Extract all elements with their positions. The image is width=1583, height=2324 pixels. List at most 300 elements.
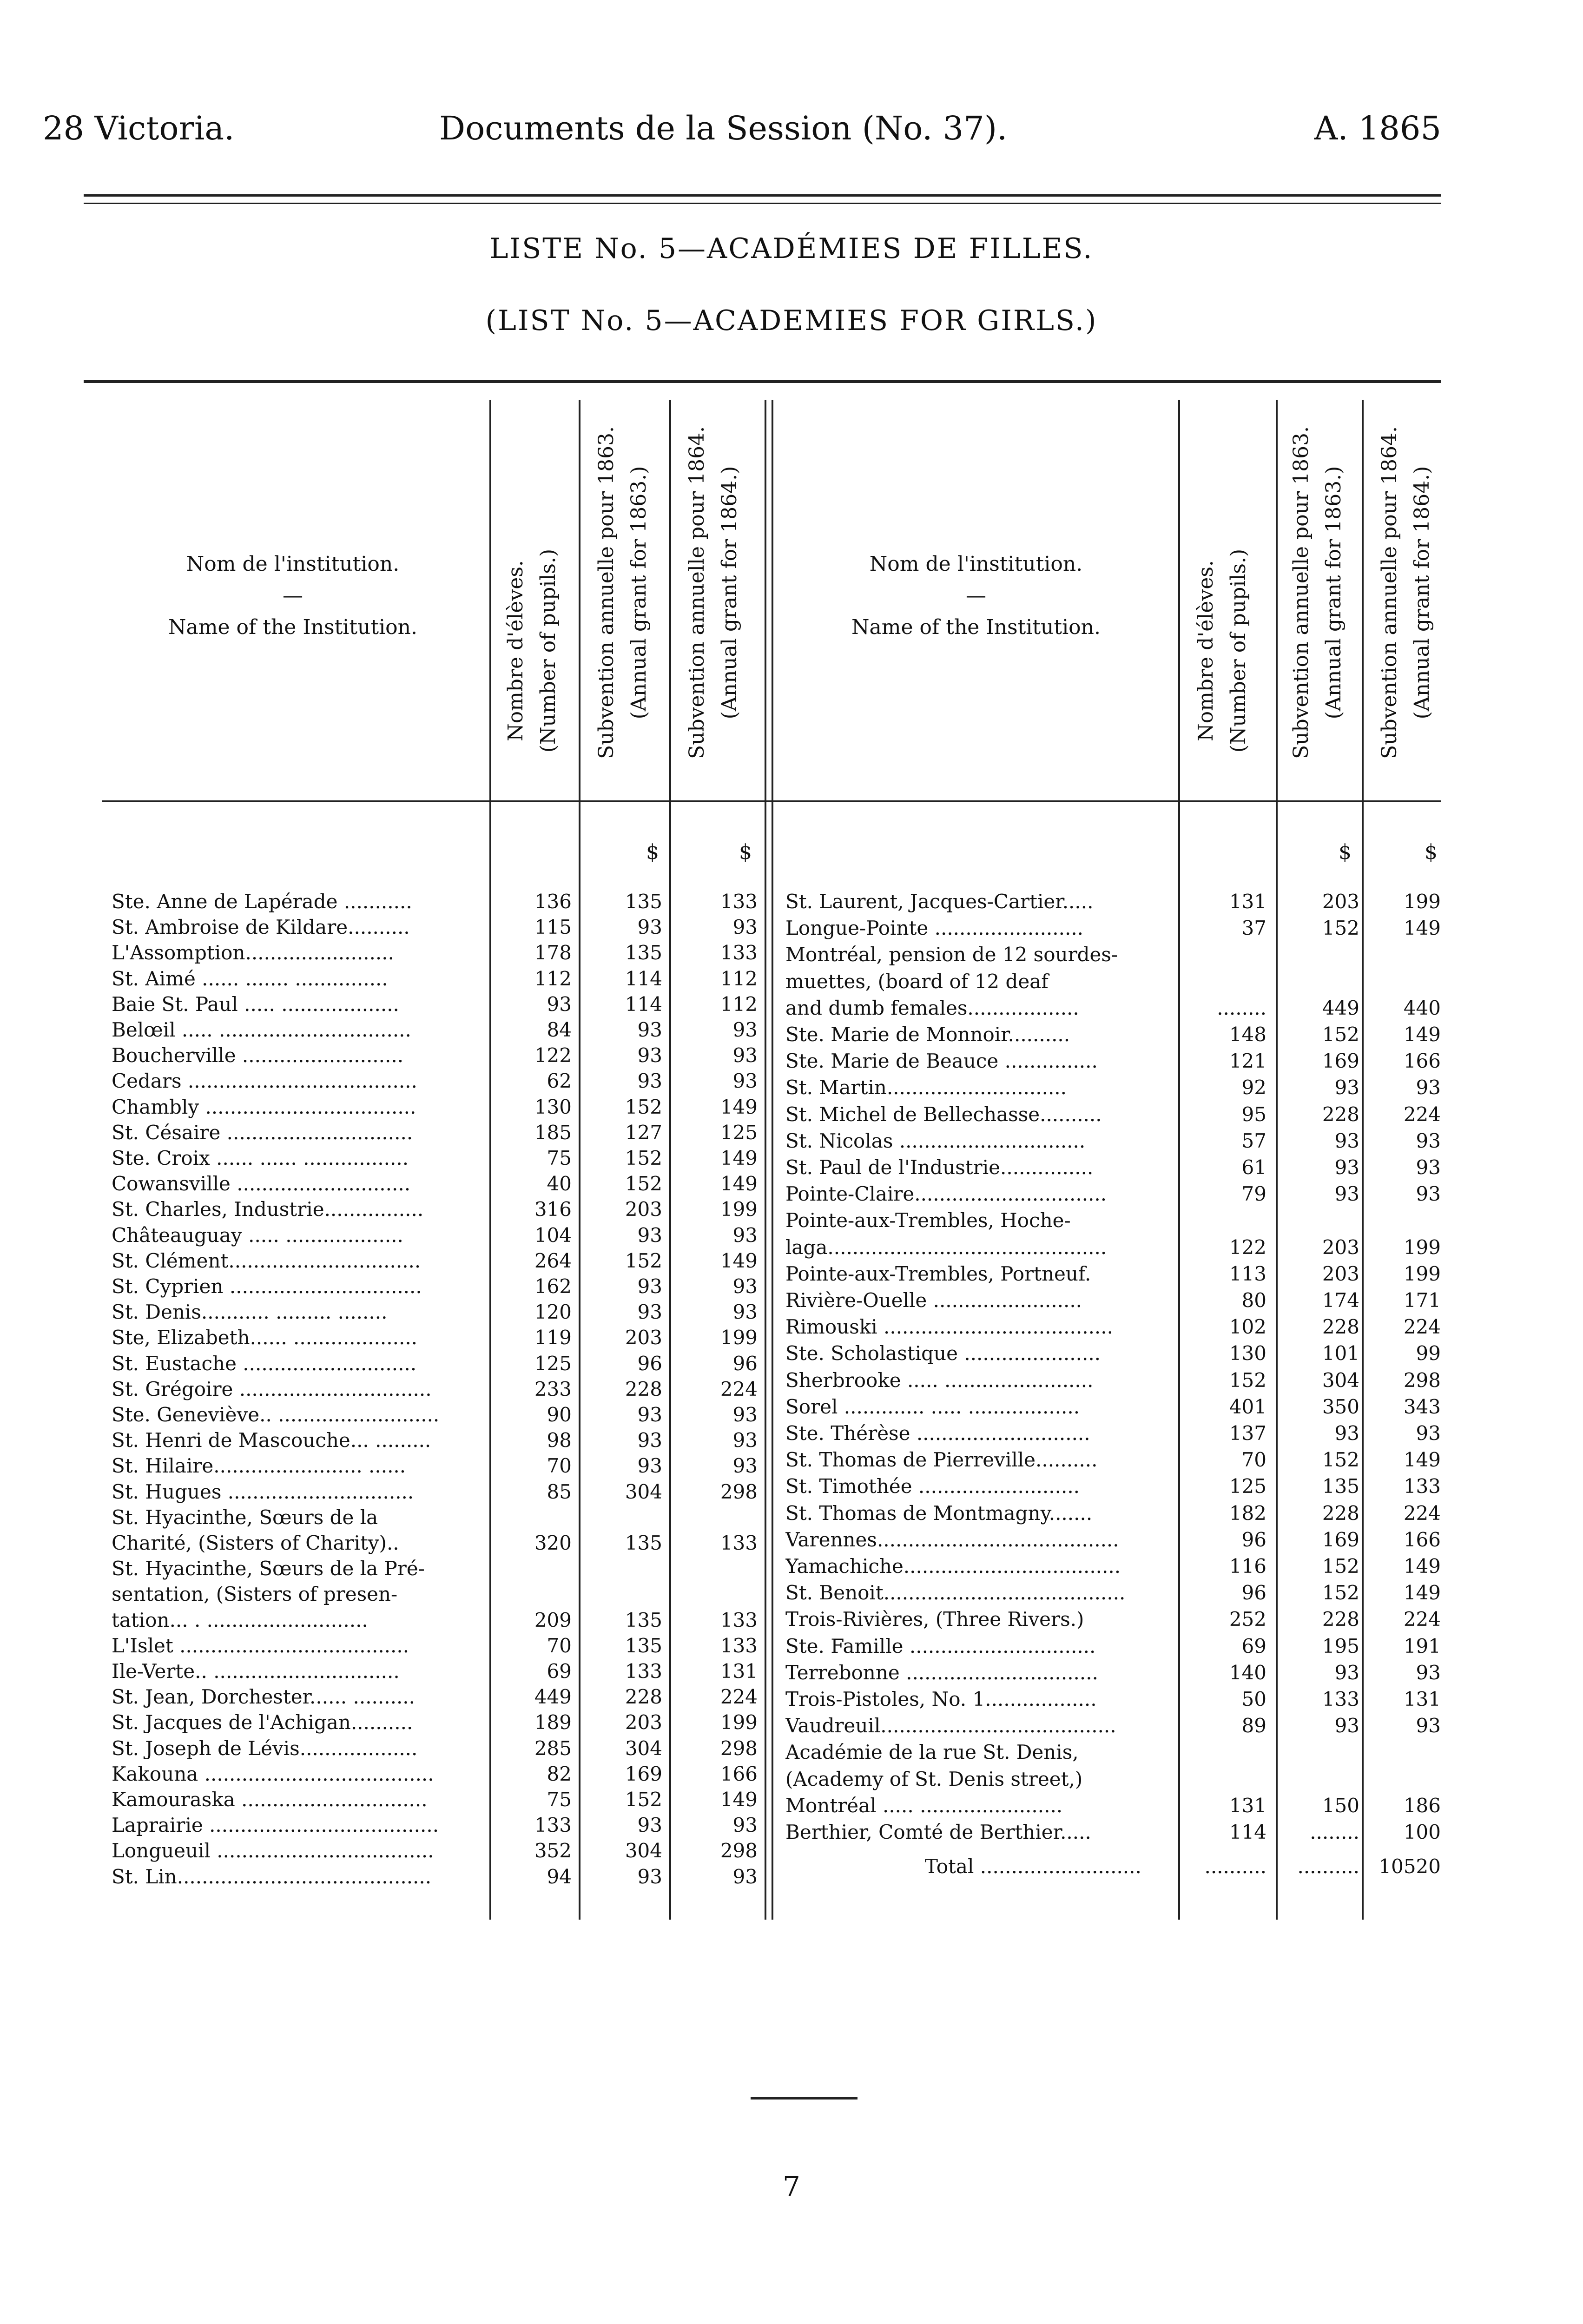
left-grant-1864: 133 xyxy=(720,1532,758,1554)
right-grant-1863: 133 xyxy=(1322,1688,1359,1710)
left-institution-name: Boucherville .......................... xyxy=(112,1044,404,1067)
left-grant-1864: 93 xyxy=(732,1223,758,1247)
left-grant-1864: 149 xyxy=(720,1147,758,1169)
left-pupils-count xyxy=(493,1556,572,1582)
left-grant-1864: 199 xyxy=(720,1198,758,1221)
header-left: 28 Victoria. xyxy=(43,109,235,147)
left-pupils-count: 264 xyxy=(534,1249,572,1272)
left-grant-1863: 203 xyxy=(625,1711,662,1734)
left-grant-1864: 149 xyxy=(720,1249,758,1272)
right-grant-1863 xyxy=(1280,1208,1359,1234)
right-grant-1864 xyxy=(1366,1766,1441,1792)
left-grant-1863: 152 xyxy=(625,1788,662,1811)
right-pupils-count: 70 xyxy=(1241,1448,1266,1472)
right-grant-1864: 149 xyxy=(1403,1448,1441,1472)
left-grant-1863: 93 xyxy=(637,1814,662,1837)
left-institution-name: Ste, Elizabeth...... .................... xyxy=(112,1326,418,1349)
right-grant-1864: 149 xyxy=(1403,917,1441,940)
left-pupils-count: 93 xyxy=(547,992,572,1016)
left-grant-1864: 133 xyxy=(720,890,758,913)
total-grant1863: .......... xyxy=(1297,1855,1359,1878)
left-grant-1864: 93 xyxy=(732,1865,758,1888)
right-grant-1864: 224 xyxy=(1403,1103,1441,1126)
left-pupils-count: 209 xyxy=(534,1608,572,1631)
right-pupils-count: 130 xyxy=(1229,1342,1266,1365)
right-institution-name: and dumb females.................. xyxy=(785,996,1079,1019)
left-institution-name: St. Hugues .............................. xyxy=(112,1480,414,1503)
left-pupils-count: 316 xyxy=(534,1198,572,1221)
right-grant-1863: 169 xyxy=(1322,1528,1359,1551)
left-institution-name: Charité, (Sisters of Charity).. xyxy=(112,1532,399,1554)
right-pupils-count: 125 xyxy=(1229,1475,1266,1498)
right-pupils-count: 102 xyxy=(1229,1315,1266,1339)
left-grant-1864 xyxy=(674,1556,758,1582)
right-grant-1864: 224 xyxy=(1403,1315,1441,1339)
left-grant-1864: 93 xyxy=(732,1429,758,1452)
left-grant-1864: 93 xyxy=(732,1403,758,1426)
left-pupils-count: 75 xyxy=(547,1147,572,1169)
left-grant-1864: 149 xyxy=(720,1095,758,1118)
right-grant-1863: 93 xyxy=(1334,1076,1359,1099)
left-institution-name: Ste. Anne de Lapérade ........... xyxy=(112,890,412,913)
left-grant-1864: 298 xyxy=(720,1736,758,1760)
right-institution-name: St. Laurent, Jacques-Cartier..... xyxy=(785,890,1094,913)
left-grant-1863: 93 xyxy=(637,1301,662,1324)
grant1863-heading-en: (Annual grant for 1863.) xyxy=(1322,466,1346,720)
left-grant-1863 xyxy=(583,1556,662,1582)
right-institution-name: Yamachiche................................... xyxy=(785,1555,1121,1578)
left-pupils-count: 133 xyxy=(534,1814,572,1837)
right-grant-1863: 93 xyxy=(1334,1129,1359,1152)
right-institution-name: St. Thomas de Pierreville.......... xyxy=(785,1448,1098,1472)
left-pupils-count: 90 xyxy=(547,1403,572,1426)
left-pupils-count: 233 xyxy=(534,1377,572,1400)
left-grant-1863: 152 xyxy=(625,1172,662,1195)
left-institution-name: Ile-Verte.. .............................. xyxy=(112,1660,400,1683)
right-grant-1863: 152 xyxy=(1322,1023,1359,1046)
right-grant-1863: 101 xyxy=(1322,1342,1359,1365)
left-grant-1864: 149 xyxy=(720,1788,758,1811)
pupils-heading-en: (Number of pupils.) xyxy=(536,548,560,753)
left-institution-name: St. Grégoire ............................... xyxy=(112,1377,432,1400)
left-pupils-count: 285 xyxy=(534,1736,572,1760)
left-institution-name: Ste. Geneviève.. .......................... xyxy=(112,1403,440,1426)
right-grant-1863: 93 xyxy=(1334,1714,1359,1737)
right-grant-1863: 304 xyxy=(1322,1368,1359,1392)
left-institution-name: Châteauguay ..... ................... xyxy=(112,1223,403,1247)
right-grant-1863: 228 xyxy=(1322,1315,1359,1339)
left-pupils-count: 130 xyxy=(534,1095,572,1118)
right-grant-1864: 93 xyxy=(1416,1714,1441,1737)
left-grant-1864: 166 xyxy=(720,1762,758,1785)
name-heading-fr: Nom de l'institution. xyxy=(869,552,1083,576)
right-grant-1863: 228 xyxy=(1322,1608,1359,1631)
right-pupils-count: 96 xyxy=(1241,1528,1266,1551)
left-institution-name: St. Hyacinthe, Sœurs de la xyxy=(112,1505,378,1529)
left-grant-1863: 93 xyxy=(637,1403,662,1426)
left-grant-1863: 152 xyxy=(625,1147,662,1169)
right-grant-1863: 152 xyxy=(1322,917,1359,940)
left-institution-name: Kakouna ..................................... xyxy=(112,1762,434,1785)
grant1863-heading-fr: Subvention annuelle pour 1863. xyxy=(594,426,618,759)
right-institution-name: St. Paul de l'Industrie............... xyxy=(785,1156,1094,1179)
left-grant1863-heading xyxy=(590,395,660,790)
left-grant-1863: 93 xyxy=(637,1275,662,1298)
right-institution-name: Ste. Thérèse ............................ xyxy=(785,1422,1090,1445)
right-grant-1864: 93 xyxy=(1416,1422,1441,1445)
right-grant-1864: 343 xyxy=(1403,1395,1441,1418)
right-institution-name: muettes, (board of 12 deaf xyxy=(785,970,1049,993)
dollar-sign: $ xyxy=(646,840,659,864)
right-grant-1864: 166 xyxy=(1403,1528,1441,1551)
left-pupils-count: 94 xyxy=(547,1865,572,1888)
grant1864-heading-en: (Annual grant for 1864.) xyxy=(1410,466,1434,720)
left-grant-1863: 133 xyxy=(625,1660,662,1683)
left-institution-name: St. Cyprien ............................... xyxy=(112,1275,422,1298)
right-grant-1863: 152 xyxy=(1322,1448,1359,1472)
left-pupils-count: 84 xyxy=(547,1018,572,1041)
left-grant-1863: 228 xyxy=(625,1377,662,1400)
left-pupils-count: 125 xyxy=(534,1352,572,1375)
left-grant-1863: 127 xyxy=(625,1121,662,1144)
right-institution-name: Académie de la rue St. Denis, xyxy=(785,1741,1079,1764)
left-grant-1863: 93 xyxy=(637,1454,662,1478)
right-pupils-count: 252 xyxy=(1229,1608,1266,1631)
right-institution-name: Ste. Famille .............................. xyxy=(785,1634,1096,1657)
left-grant-1863: 135 xyxy=(625,1634,662,1657)
grant1864-heading-en: (Annual grant for 1864.) xyxy=(718,466,741,720)
left-grant-1863: 304 xyxy=(625,1839,662,1862)
left-grant-1863: 93 xyxy=(637,1223,662,1247)
right-pupils-count: 79 xyxy=(1241,1182,1266,1206)
left-pupils-count: 98 xyxy=(547,1429,572,1452)
total-pupils: .......... xyxy=(1204,1855,1266,1878)
right-grant-1863: 93 xyxy=(1334,1661,1359,1684)
left-institution-name: St. Jacques de l'Achigan.......... xyxy=(112,1711,413,1734)
right-institution-name: Sorel ............. ..... .................. xyxy=(785,1395,1080,1418)
left-grant-1864: 298 xyxy=(720,1480,758,1503)
left-grant-1864: 93 xyxy=(732,1301,758,1324)
right-pupils-count: 131 xyxy=(1229,1794,1266,1817)
right-pupils-count xyxy=(1183,1739,1266,1765)
left-grant-1864: 93 xyxy=(732,1018,758,1041)
left-institution-name: St. Charles, Industrie................ xyxy=(112,1198,424,1221)
left-grant-1863: 135 xyxy=(625,890,662,913)
right-grant-1864: 440 xyxy=(1403,996,1441,1019)
right-pupils-count: 96 xyxy=(1241,1581,1266,1604)
right-grant-1864: 149 xyxy=(1403,1581,1441,1604)
left-grant-1864: 93 xyxy=(732,1275,758,1298)
right-institution-name: laga............................................. xyxy=(785,1235,1107,1259)
right-grant1864-heading xyxy=(1373,395,1443,790)
left-pupils-count: 85 xyxy=(547,1480,572,1503)
left-institution-name: Cedars ..................................... xyxy=(112,1070,417,1093)
left-grant-1864 xyxy=(674,1581,758,1607)
left-pupils-count: 119 xyxy=(534,1326,572,1349)
col-line xyxy=(1362,400,1364,1920)
left-grant-1864: 93 xyxy=(732,1814,758,1837)
right-institution-name: Pointe-Claire............................... xyxy=(785,1182,1107,1206)
left-grant-1864: 131 xyxy=(720,1660,758,1683)
right-institution-name: Pointe-aux-Trembles, Portneuf. xyxy=(785,1262,1091,1285)
page-number: 7 xyxy=(782,2171,801,2203)
left-grant-1864: 125 xyxy=(720,1121,758,1144)
right-grant-1863: 169 xyxy=(1322,1050,1359,1073)
left-institution-name: St. Hyacinthe, Sœurs de la Pré- xyxy=(112,1557,425,1580)
pupils-heading-fr: Nombre d'élèves. xyxy=(504,560,528,741)
left-grant-1864: 133 xyxy=(720,941,758,964)
left-institution-name: Kamouraska .............................. xyxy=(112,1788,428,1811)
left-grant-1864: 224 xyxy=(720,1377,758,1400)
right-grant-1864: 186 xyxy=(1403,1794,1441,1817)
left-grant-1864: 112 xyxy=(720,967,758,990)
col-line xyxy=(669,400,671,1920)
left-grant-1864: 133 xyxy=(720,1634,758,1657)
left-pupils-count: 40 xyxy=(547,1172,572,1195)
right-grant-1863: 135 xyxy=(1322,1475,1359,1498)
pupils-heading-en: (Number of pupils.) xyxy=(1227,548,1250,753)
right-institution-name: St. Nicolas .............................. xyxy=(785,1129,1086,1152)
left-pupils-heading xyxy=(500,511,569,790)
name-heading-dash: — xyxy=(966,584,986,607)
right-institution-name: Terrebonne ............................... xyxy=(785,1661,1098,1684)
left-institution-name: St. Clément............................... xyxy=(112,1249,421,1272)
header-rule-top xyxy=(84,194,1441,197)
left-pupils-count: 320 xyxy=(534,1532,572,1554)
right-grant-1864: 191 xyxy=(1403,1634,1441,1657)
right-grant-1863: 350 xyxy=(1322,1395,1359,1418)
right-institution-name: St. Martin............................. xyxy=(785,1076,1067,1099)
left-institution-name: L'Islet ..................................... xyxy=(112,1634,409,1657)
left-name-heading xyxy=(102,548,483,643)
left-grant-1863: 203 xyxy=(625,1198,662,1221)
right-grant-1864: 199 xyxy=(1403,1235,1441,1259)
left-grant-1864: 93 xyxy=(732,1044,758,1067)
left-grant-1863: 93 xyxy=(637,1429,662,1452)
right-institution-name: St. Benoit....................................... xyxy=(785,1581,1126,1604)
left-grant-1864 xyxy=(674,1505,758,1531)
left-pupils-count: 449 xyxy=(534,1685,572,1709)
right-pupils-count: 122 xyxy=(1229,1235,1266,1259)
total-grant1864: 10520 xyxy=(1379,1855,1441,1878)
left-pupils-count: 115 xyxy=(534,916,572,939)
left-pupils-count: 189 xyxy=(534,1711,572,1734)
right-pupils-count: 137 xyxy=(1229,1422,1266,1445)
right-institution-name: Montréal ..... ....................... xyxy=(785,1794,1063,1817)
right-grant-1864: 166 xyxy=(1403,1050,1441,1073)
left-grant-1863: 135 xyxy=(625,941,662,964)
left-grant-1863 xyxy=(583,1505,662,1531)
col-line xyxy=(489,400,491,1920)
right-grant-1863 xyxy=(1280,1739,1359,1765)
right-grant-1863: 203 xyxy=(1322,890,1359,913)
header-right: A. 1865 xyxy=(1314,109,1441,147)
left-institution-name: St. Hilaire........................ ...... xyxy=(112,1454,406,1478)
right-institution-name: Trois-Rivières, (Three Rivers.) xyxy=(785,1608,1084,1631)
left-pupils-count: 185 xyxy=(534,1121,572,1144)
left-grant-1863: 304 xyxy=(625,1480,662,1503)
right-grant1863-heading xyxy=(1285,395,1355,790)
right-grant-1863: 449 xyxy=(1322,996,1359,1019)
col-line-divider xyxy=(765,400,766,1920)
right-institution-name: (Academy of St. Denis street,) xyxy=(785,1767,1083,1790)
col-line xyxy=(1178,400,1180,1920)
name-heading-dash: — xyxy=(283,584,303,607)
right-grant-1863 xyxy=(1280,942,1359,968)
right-name-heading xyxy=(781,548,1171,643)
left-institution-name: St. Joseph de Lévis................... xyxy=(112,1736,418,1760)
right-pupils-count xyxy=(1183,969,1266,995)
left-grant-1863: 203 xyxy=(625,1326,662,1349)
left-pupils-count: 62 xyxy=(547,1070,572,1093)
footer-rule xyxy=(751,2097,857,2100)
left-institution-name: Chambly .................................. xyxy=(112,1095,416,1118)
right-grant-1863: 195 xyxy=(1322,1634,1359,1657)
col-line xyxy=(1276,400,1278,1920)
right-pupils-count: 140 xyxy=(1229,1661,1266,1684)
right-grant-1864: 93 xyxy=(1416,1076,1441,1099)
right-institution-name: Longue-Pointe ........................ xyxy=(785,917,1084,940)
name-heading-fr: Nom de l'institution. xyxy=(186,552,400,576)
left-institution-name: St. Jean, Dorchester...... .......... xyxy=(112,1685,416,1709)
right-grant-1864: 149 xyxy=(1403,1555,1441,1578)
right-pupils-count: 116 xyxy=(1229,1555,1266,1578)
grant1864-heading-fr: Subvention annuelle pour 1864. xyxy=(685,426,709,759)
right-grant-1863: 203 xyxy=(1322,1262,1359,1285)
left-institution-name: tation... . .......................... xyxy=(112,1608,368,1631)
left-grant-1864: 96 xyxy=(732,1352,758,1375)
left-institution-name: St. Lin......................................... xyxy=(112,1865,432,1888)
left-institution-name: Cowansville ............................ xyxy=(112,1172,411,1195)
grant1863-heading-en: (Annual grant for 1863.) xyxy=(627,466,651,720)
right-pupils-count xyxy=(1183,1766,1266,1792)
left-grant-1863: 93 xyxy=(637,1070,662,1093)
dollar-sign: $ xyxy=(1339,840,1352,864)
right-institution-name: St. Michel de Bellechasse.......... xyxy=(785,1103,1102,1126)
left-grant-1863: 228 xyxy=(625,1685,662,1709)
right-pupils-count: 121 xyxy=(1229,1050,1266,1073)
header-rule-bottom xyxy=(84,203,1441,204)
right-pupils-count: 152 xyxy=(1229,1368,1266,1392)
left-grant1864-heading xyxy=(681,395,751,790)
right-grant-1864: 298 xyxy=(1403,1368,1441,1392)
left-grant-1863: 135 xyxy=(625,1608,662,1631)
right-institution-name: Sherbrooke ..... ........................ xyxy=(785,1368,1094,1392)
right-grant-1863: 93 xyxy=(1334,1156,1359,1179)
left-grant-1864: 93 xyxy=(732,1070,758,1093)
left-pupils-count: 120 xyxy=(534,1301,572,1324)
title-english: (LIST No. 5—ACADEMIES FOR GIRLS.) xyxy=(485,304,1098,337)
name-heading-en: Name of the Institution. xyxy=(168,615,417,639)
left-grant-1864: 133 xyxy=(720,1608,758,1631)
dollar-sign: $ xyxy=(1425,840,1438,864)
left-pupils-count: 82 xyxy=(547,1762,572,1785)
right-pupils-count: 89 xyxy=(1241,1714,1266,1737)
dollar-sign: $ xyxy=(739,840,752,864)
right-pupils-count: 148 xyxy=(1229,1023,1266,1046)
title-french: LISTE No. 5—ACADÉMIES DE FILLES. xyxy=(489,232,1094,265)
left-grant-1864: 149 xyxy=(720,1172,758,1195)
left-pupils-count xyxy=(493,1505,572,1531)
name-heading-en: Name of the Institution. xyxy=(851,615,1101,639)
right-grant-1863 xyxy=(1280,969,1359,995)
left-grant-1863: 304 xyxy=(625,1736,662,1760)
right-grant-1863: 93 xyxy=(1334,1182,1359,1206)
right-grant-1863: 152 xyxy=(1322,1555,1359,1578)
left-pupils-count: 112 xyxy=(534,967,572,990)
right-grant-1864: 131 xyxy=(1403,1688,1441,1710)
left-pupils-count: 70 xyxy=(547,1454,572,1478)
right-grant-1864: 224 xyxy=(1403,1608,1441,1631)
right-grant-1864 xyxy=(1366,969,1441,995)
left-grant-1864: 224 xyxy=(720,1685,758,1709)
col-line xyxy=(579,400,580,1920)
left-grant-1864: 298 xyxy=(720,1839,758,1862)
right-institution-name: Rivière-Ouelle ........................ xyxy=(785,1289,1082,1312)
right-grant-1864 xyxy=(1366,1739,1441,1765)
left-institution-name: sentation, (Sisters of presen- xyxy=(112,1583,398,1606)
right-grant-1863: 174 xyxy=(1322,1289,1359,1312)
right-institution-name: Rimouski ..................................... xyxy=(785,1315,1113,1339)
left-grant-1864: 93 xyxy=(732,1454,758,1478)
right-grant-1864: 93 xyxy=(1416,1129,1441,1152)
left-pupils-count: 75 xyxy=(547,1788,572,1811)
left-institution-name: L'Assomption........................ xyxy=(112,941,394,964)
left-pupils-count xyxy=(493,1581,572,1607)
left-institution-name: St. Césaire .............................. xyxy=(112,1121,413,1144)
right-institution-name: St. Thomas de Montmagny....... xyxy=(785,1501,1093,1525)
right-pupils-count: ........ xyxy=(1217,996,1266,1019)
right-pupils-count: 95 xyxy=(1241,1103,1266,1126)
right-pupils-count: 37 xyxy=(1241,917,1266,940)
right-institution-name: Trois-Pistoles, No. 1.................. xyxy=(785,1688,1097,1710)
left-institution-name: St. Henri de Mascouche... ......... xyxy=(112,1429,431,1452)
right-pupils-count: 113 xyxy=(1229,1262,1266,1285)
right-pupils-count: 114 xyxy=(1229,1821,1266,1843)
right-grant-1864: 133 xyxy=(1403,1475,1441,1498)
right-institution-name: Ste. Marie de Beauce ............... xyxy=(785,1050,1098,1073)
left-pupils-count: 178 xyxy=(534,941,572,964)
left-grant-1863: 152 xyxy=(625,1249,662,1272)
right-institution-name: Varennes....................................... xyxy=(785,1528,1119,1551)
right-institution-name: Ste. Scholastique ...................... xyxy=(785,1342,1101,1365)
total-label: Total .......................... xyxy=(925,1855,1141,1878)
left-grant-1863: 93 xyxy=(637,1044,662,1067)
left-institution-name: Longueuil ................................... xyxy=(112,1839,434,1862)
pupils-heading-fr: Nombre d'élèves. xyxy=(1194,560,1218,741)
right-pupils-count xyxy=(1183,942,1266,968)
right-pupils-heading xyxy=(1190,511,1260,790)
grant1863-heading-fr: Subvention annuelle pour 1863. xyxy=(1289,426,1313,759)
right-grant-1863 xyxy=(1280,1766,1359,1792)
left-pupils-count: 122 xyxy=(534,1044,572,1067)
right-institution-name: Pointe-aux-Trembles, Hoche- xyxy=(785,1209,1071,1232)
left-grant-1863 xyxy=(583,1581,662,1607)
right-institution-name: Montréal, pension de 12 sourdes- xyxy=(785,943,1118,966)
left-institution-name: Laprairie ..................................... xyxy=(112,1814,439,1837)
left-pupils-count: 352 xyxy=(534,1839,572,1862)
right-grant-1864: 224 xyxy=(1403,1501,1441,1525)
right-grant-1863: 228 xyxy=(1322,1103,1359,1126)
right-grant-1864: 93 xyxy=(1416,1156,1441,1179)
right-grant-1863: 203 xyxy=(1322,1235,1359,1259)
right-grant-1863: ........ xyxy=(1310,1821,1359,1843)
right-pupils-count: 80 xyxy=(1241,1289,1266,1312)
right-pupils-count: 69 xyxy=(1241,1634,1266,1657)
left-grant-1863: 152 xyxy=(625,1095,662,1118)
right-pupils-count: 50 xyxy=(1241,1688,1266,1710)
right-grant-1864: 171 xyxy=(1403,1289,1441,1312)
